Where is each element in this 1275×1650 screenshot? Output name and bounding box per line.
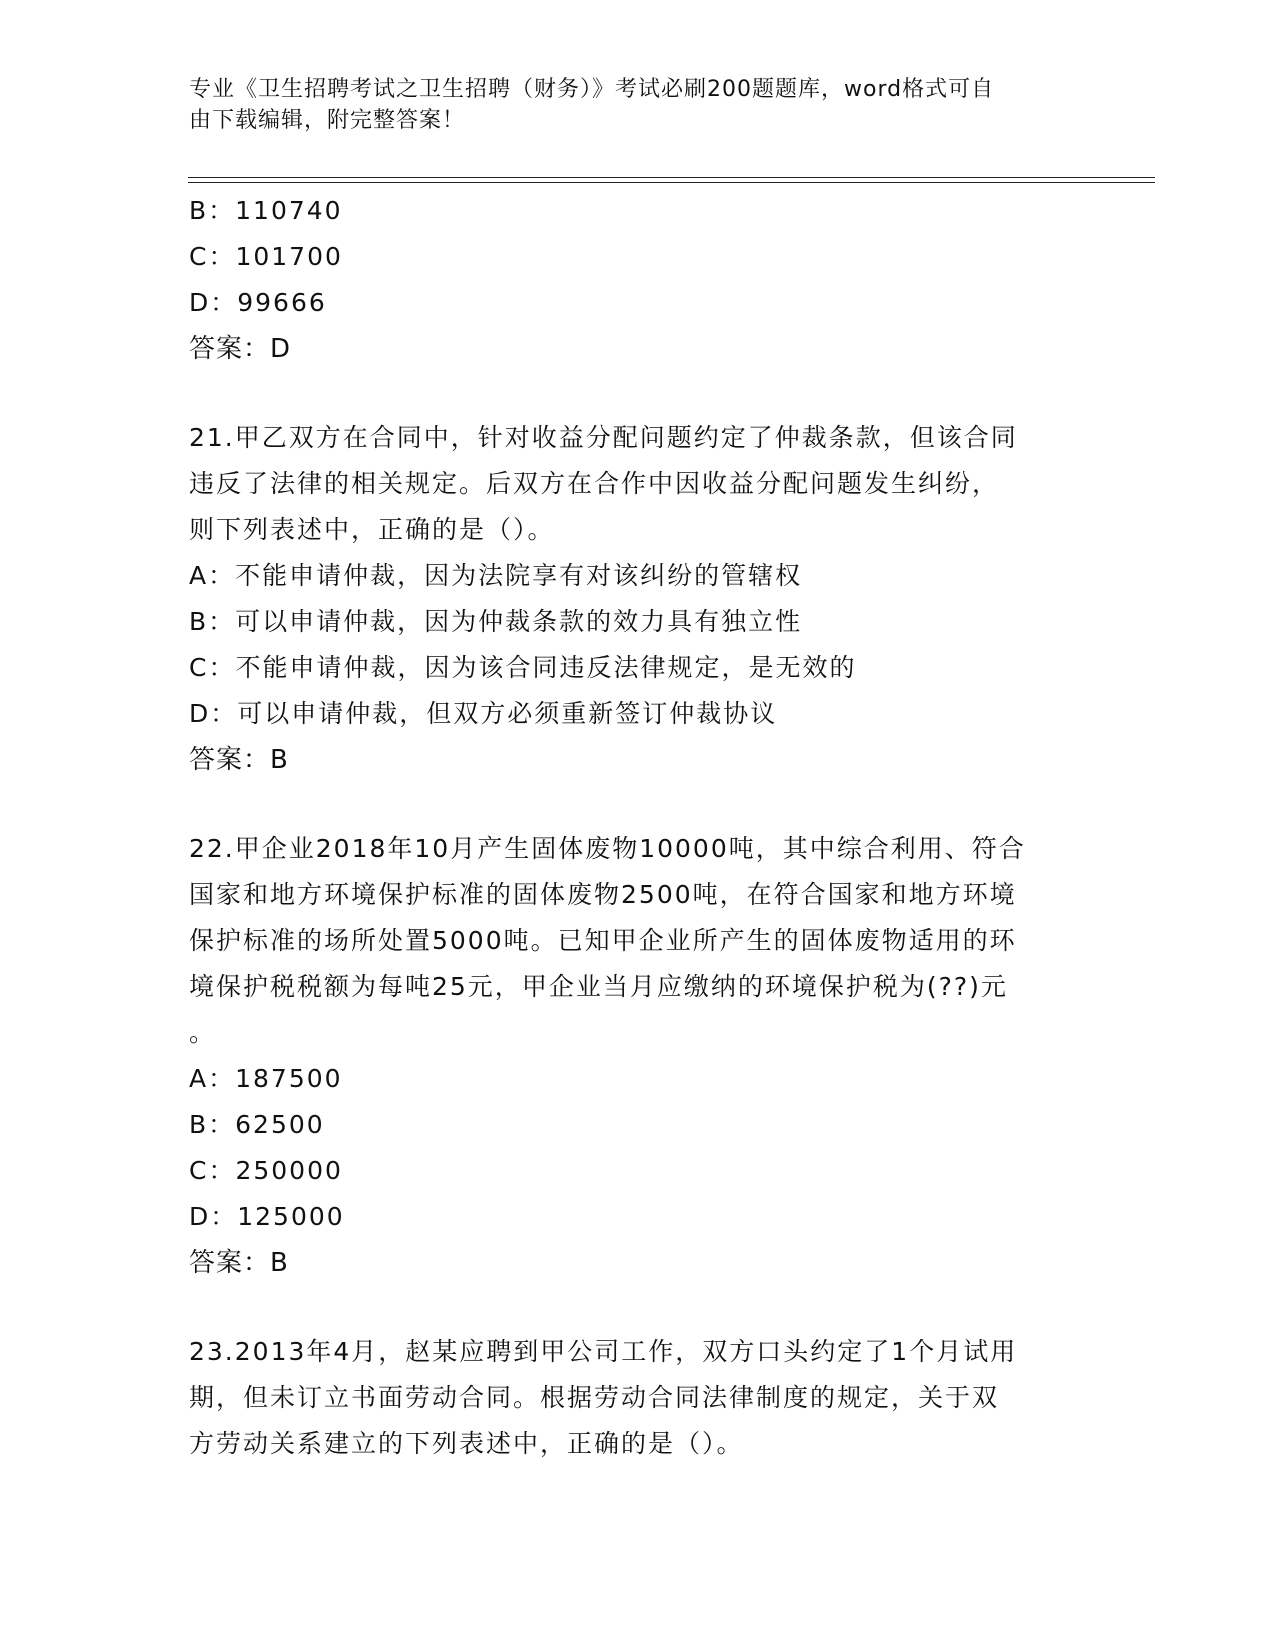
q21-stem-line-1: 21.甲乙双方在合同中，针对收益分配问题约定了仲裁条款，但该合同 (189, 423, 1018, 452)
q22-stem-line-5: 。 (189, 1018, 217, 1047)
q22-stem-line-1: 22.甲企业2018年10月产生固体废物10000吨，其中综合利用、符合 (189, 834, 1026, 863)
spacer (189, 1286, 1089, 1329)
q22-option-d: D：125000 (189, 1202, 345, 1231)
question-22-block (189, 826, 1089, 1286)
document-header (189, 74, 1074, 136)
q21-stem-line-2: 违反了法律的相关规定。后双方在合作中因收益分配问题发生纠纷， (189, 469, 1000, 498)
document-body (189, 188, 1089, 1467)
q21-option-c: C：不能申请仲裁，因为该合同违反法律规定，是无效的 (189, 653, 857, 682)
q23-stem-line-3: 方劳动关系建立的下列表述中，正确的是（）。 (189, 1429, 744, 1458)
q22-stem-line-2: 国家和地方环境保护标准的固体废物2500吨，在符合国家和地方环境 (189, 880, 1017, 909)
q20-option-c: C：101700 (189, 242, 343, 271)
header-title-line-2: 由下载编辑，附完整答案！ (189, 108, 466, 133)
q21-answer: 答案：B (189, 745, 289, 775)
q22-stem-line-3: 保护标准的场所处置5000吨。已知甲企业所产生的固体废物适用的环 (189, 926, 1017, 955)
q22-stem-line-4: 境保护税税额为每吨25元，甲企业当月应缴纳的环境保护税为(??)元 (189, 972, 1008, 1001)
q23-stem-line-1: 23.2013年4月，赵某应聘到甲公司工作，双方口头约定了1个月试用 (189, 1337, 1018, 1366)
header-divider-top (188, 177, 1155, 178)
spacer (189, 372, 1089, 415)
question-21-block (189, 415, 1089, 783)
q20-option-b: B：110740 (189, 196, 343, 225)
q20-answer: 答案：D (189, 334, 292, 364)
q21-option-b: B：可以申请仲裁，因为仲裁条款的效力具有独立性 (189, 607, 803, 636)
header-divider-bottom (188, 182, 1155, 183)
header-title-line-1: 专业《卫生招聘考试之卫生招聘（财务）》考试必刷200题题库，word格式可自 (189, 77, 995, 102)
q22-option-b: B：62500 (189, 1110, 325, 1139)
q23-stem-line-2: 期，但未订立书面劳动合同。根据劳动合同法律制度的规定，关于双 (189, 1383, 1000, 1412)
q21-option-a: A：不能申请仲裁，因为法院享有对该纠纷的管辖权 (189, 561, 803, 590)
question-23-block (189, 1329, 1089, 1467)
q22-option-c: C：250000 (189, 1156, 343, 1185)
q21-stem-line-3: 则下列表述中，正确的是（）。 (189, 515, 555, 544)
q21-option-d: D：可以申请仲裁，但双方必须重新签订仲裁协议 (189, 699, 778, 728)
q22-option-a: A：187500 (189, 1064, 343, 1093)
q22-answer: 答案：B (189, 1248, 289, 1278)
spacer (189, 783, 1089, 826)
question-20-block (189, 188, 1089, 372)
q20-option-d: D：99666 (189, 288, 327, 317)
